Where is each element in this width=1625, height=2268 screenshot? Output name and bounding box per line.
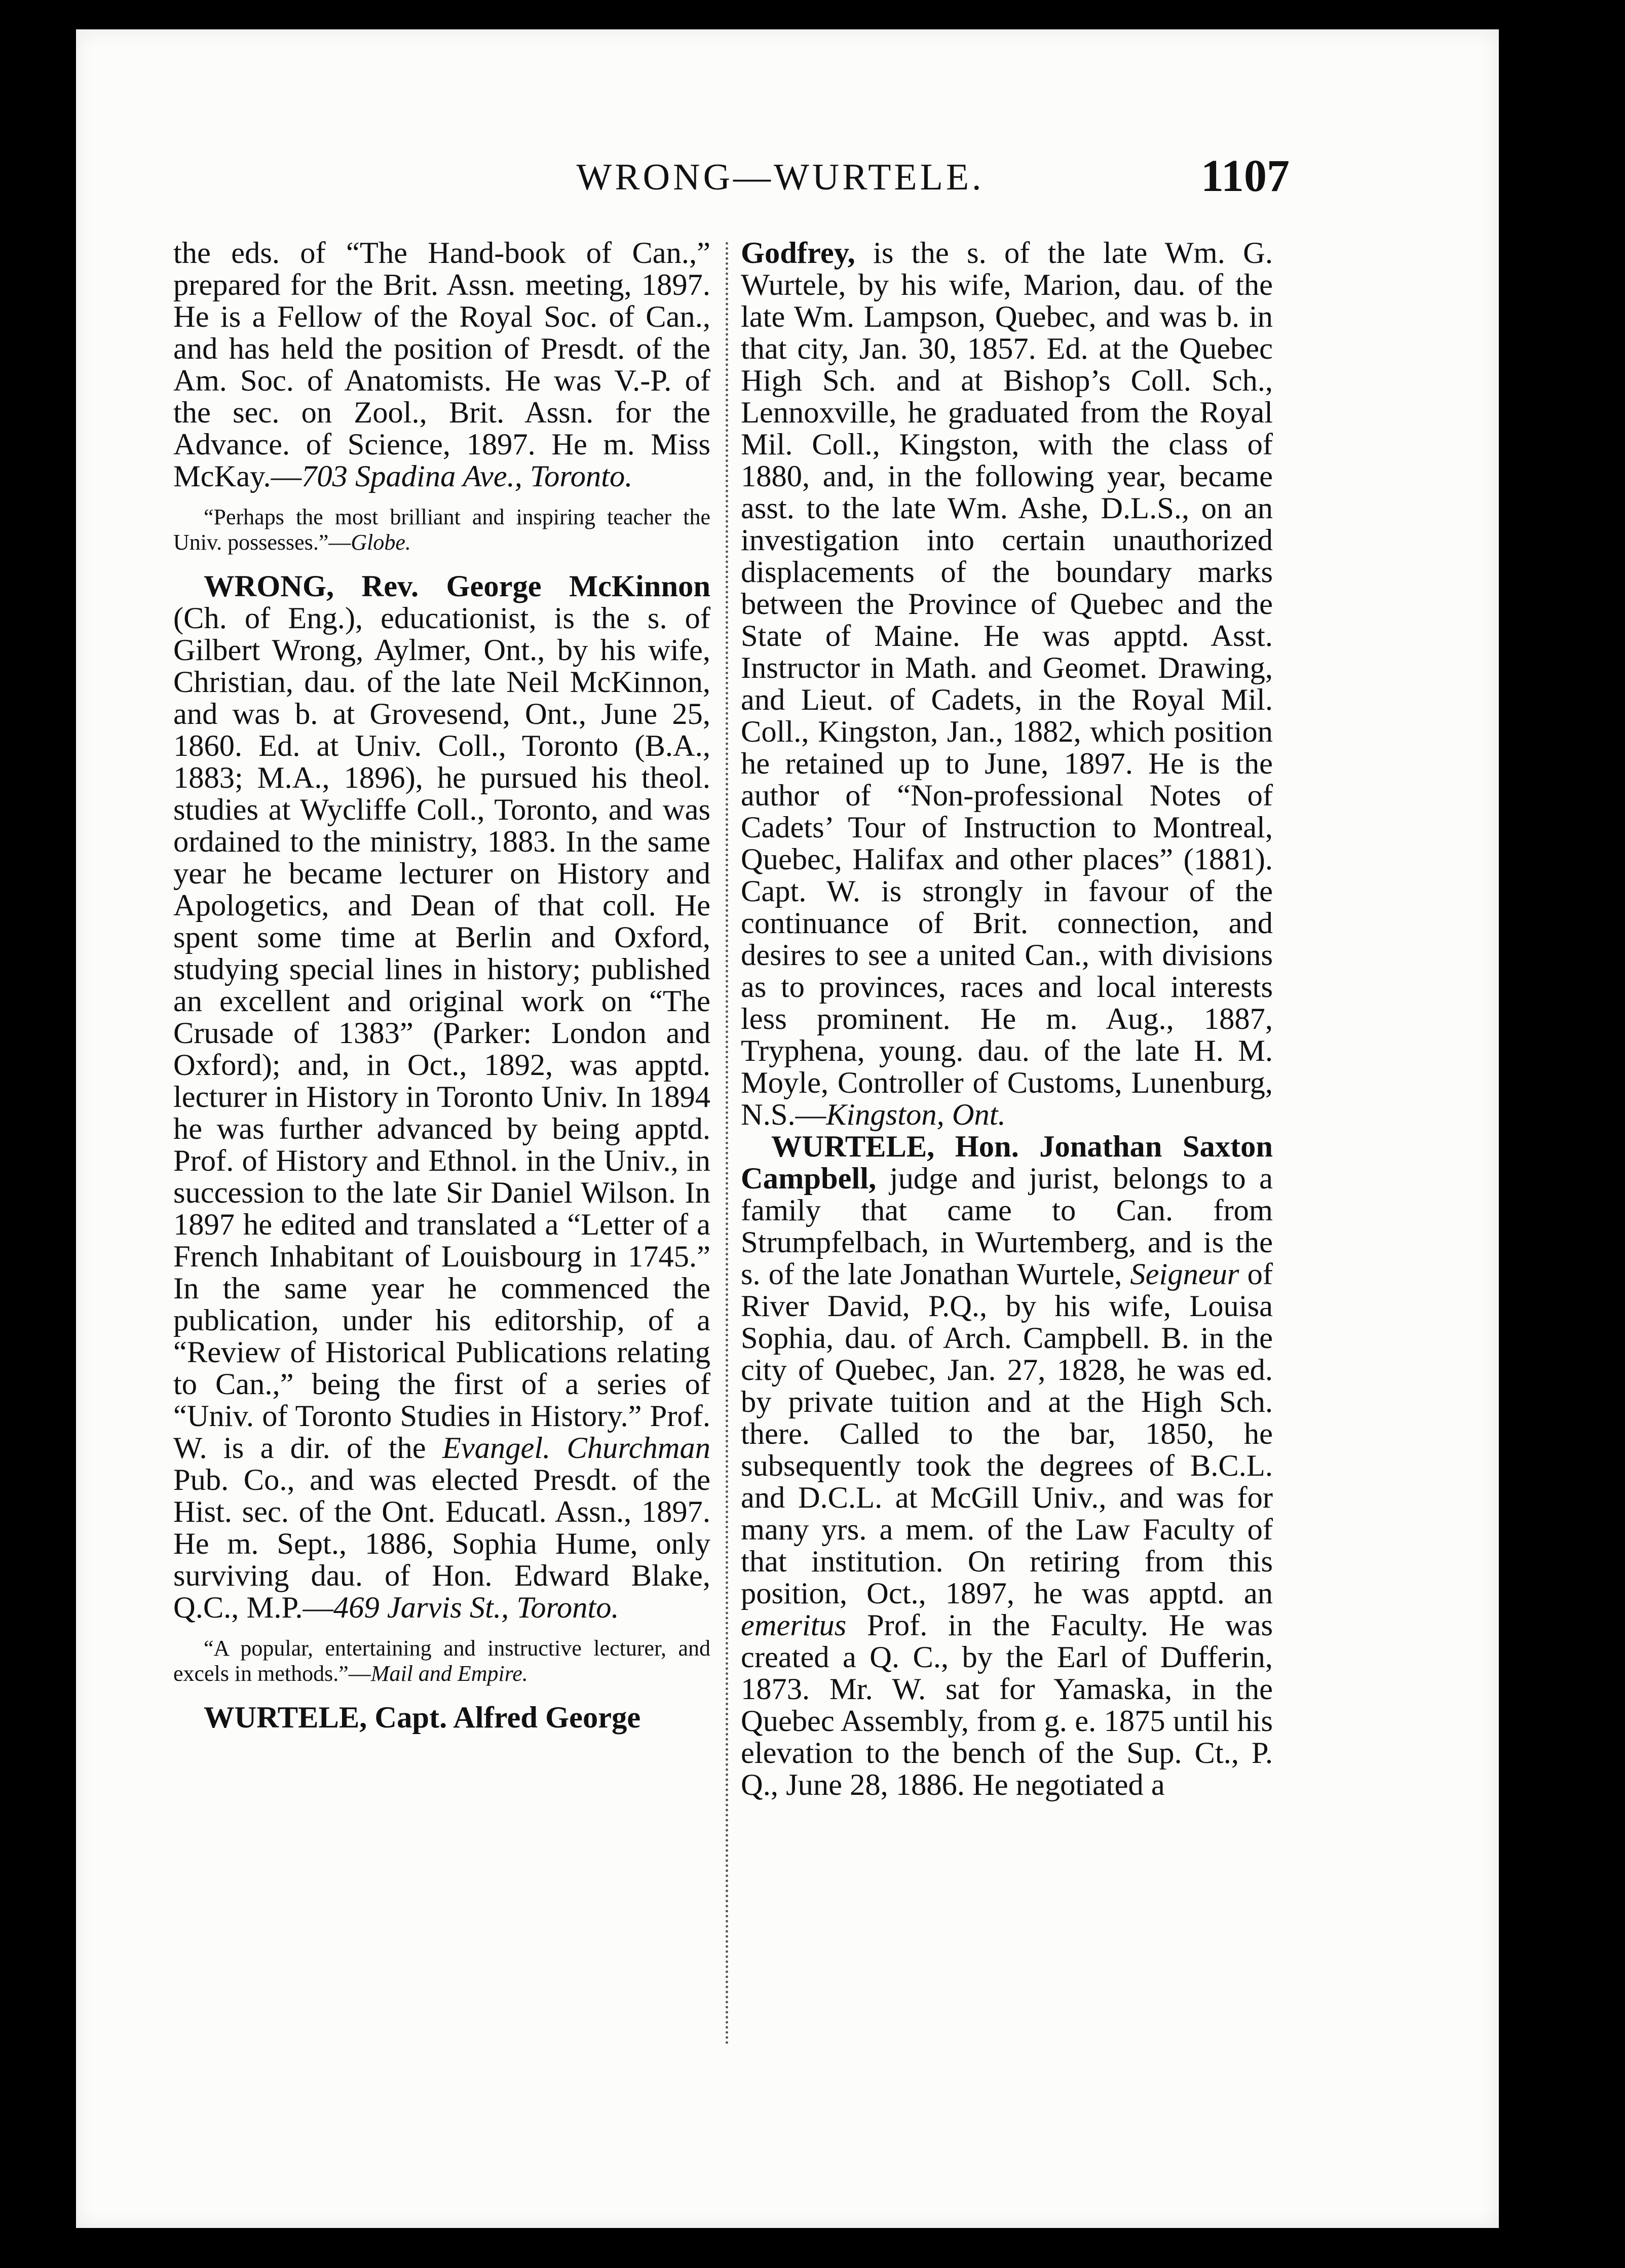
entry-wurtele-alfred xyxy=(741,237,1273,1131)
entry-jonathan-text-1: judge and jurist, belongs to a family that came to Can. from Strumpfelbach, in Wurtemberg, and is the s. of the late Jonathan Wurtele, xyxy=(741,1162,1273,1291)
entry-wrong-address: 469 Jarvis St., Toronto. xyxy=(333,1591,619,1625)
intro-text: the eds. of “The Hand-book of Can.,” prepared for the Brit. Assn. meeting, 1897. He is a Fellow of the Royal Soc. of Can., and has held the position of Presdt. of the Am. Soc. of Anatomists. He was V.-P. of the sec. on Zool., Brit. Assn. for the Advance. of Science, 1897. He m. Miss McKay.— xyxy=(173,236,710,493)
quote-globe-text: “Perhaps the most brilliant and inspiring teacher the Univ. possesses.”— xyxy=(173,505,710,555)
right-column xyxy=(741,237,1273,1801)
quote-globe-source: Globe. xyxy=(351,530,411,555)
entry-wrong xyxy=(173,570,710,1624)
quote-globe xyxy=(173,505,710,555)
entry-wrong-text-1: (Ch. of Eng.), educationist, is the s. of Gilbert Wrong, Aylmer, Ont., by his wife, Christian, dau. of the late Neil McKinnon, and was b. at Grovesend, Ont., June 25, 1860. Ed. at Univ. Coll., Toronto (B.A., 1883; M.A., 1896), he pursued his theol. studies at Wycliffe Coll., Toronto, and was ordained to the ministry, 1883. In the same year he became lecturer on History and Apologetics, and Dean of that coll. He spent some time at Berlin and Oxford, studying special lines in history; published an excellent and original work on “The Crusade of 1383” (Parker: London and Oxford); and, in Oct., 1892, was apptd. lecturer in History in Toronto Univ. In 1894 he was further advanced by being apptd. Prof. of History and Ethnol. in the Univ., in succession to the late Sir Daniel Wilson. In 1897 he edited and translated a “Letter of a French Inhabitant of Louisbourg in 1745.” In the same year he commenced the publication, under his editorship, of a “Review of Historical Publications relating to Can.,” being the first of a series of “Univ. of Toronto Studies in History.” Prof. W. is a dir. of the xyxy=(173,601,710,1465)
entry-jonathan-italic-1: Seigneur xyxy=(1130,1257,1239,1291)
running-header: WRONG—WURTELE. xyxy=(576,157,985,198)
entry-wrong-text-2: Pub. Co., and was elected Presdt. of the Hist. sec. of the Ont. Educatl. Assn., 1897. He m. Sept., 1886, Sophia Hume, only surviving dau. of Hon. Edward Blake, Q.C., M.P.— xyxy=(173,1463,710,1625)
entry-jonathan-text-2: of River David, P.Q., by his wife, Louisa Sophia, dau. of Arch. Campbell. B. in the city of Quebec, Jan. 27, 1828, he was ed. by private tuition and at the High Sch. there. Called to the bar, 1850, he subsequently took the degrees of B.C.L. and D.C.L. at McGill Univ., and was for many yrs. a mem. of the Law Faculty of that institution. On retiring from this position, Oct., 1897, he was apptd. an xyxy=(741,1257,1273,1610)
entry-jonathan-italic-2: emeritus xyxy=(741,1608,847,1642)
quote-mail-text: “A popular, entertaining and instructive lecturer, and excels in methods.”— xyxy=(173,1636,710,1686)
entry-wurtele-alfred-start xyxy=(173,1702,710,1734)
entry-wrong-name: WRONG, Rev. George McKinnon xyxy=(204,569,710,603)
quote-mail-source: Mail and Empire. xyxy=(370,1661,528,1686)
entry-wrong-italic: Evangel. Churchman xyxy=(442,1431,711,1465)
entry-alfred-text: is the s. of the late Wm. G. Wurtele, by his wife, Marion, dau. of the late Wm. Lampson, Quebec, and was b. in that city, Jan. 30, 1857. Ed. at the Quebec High Sch. and at Bishop’s Coll. Sch., Lennoxville, he graduated from the Royal Mil. Coll., Kingston, with the class of 1880, and, in the following year, became asst. to the late Wm. Ashe, D.L.S., on an investigation into certain unauthorized displacements of the boundary marks between the Province of Quebec and the State of Maine. He was apptd. Asst. Instructor in Math. and Geomet. Drawing, and Lieut. of Cadets, in the Royal Mil. Coll., Kingston, Jan., 1882, which position he retained up to June, 1897. He is the author of “Non-professional Notes of Cadets’ Tour of Instruction to Montreal, Quebec, Halifax and other places” (1881). Capt. W. is strongly in favour of the continuance of Brit. connection, and desires to see a united Can., with divisions as to provinces, races and local interests less prominent. He m. Aug., 1887, Tryphena, young. dau. of the late H. M. Moyle, Controller of Customs, Lunenburg, N.S.— xyxy=(741,236,1273,1132)
left-column xyxy=(173,237,710,1734)
entry-wurtele-jonathan xyxy=(741,1131,1273,1801)
entry-jonathan-text-3: Prof. in the Faculty. He was created a Q. C., by the Earl of Dufferin, 1873. Mr. W. sat for Yamaska, in the Quebec Assembly, from g. e. 1875 until his elevation to the bench of the Sup. Ct., P. Q., June 28, 1886. He negotiated a xyxy=(741,1608,1273,1802)
entry-alfred-address: Kingston, Ont. xyxy=(826,1098,1006,1132)
entry-wurtele-alfred-name: WURTELE, Capt. Alfred George xyxy=(204,1701,641,1735)
column-divider xyxy=(726,242,728,2046)
quote-mail-empire xyxy=(173,1636,710,1686)
page-number: 1107 xyxy=(1201,151,1290,201)
book-page xyxy=(76,29,1499,2228)
entry-alfred-name-cont: Godfrey, xyxy=(741,236,855,270)
entry-jonathan-name: WURTELE, Hon. Jonathan Saxton Campbell, xyxy=(741,1130,1273,1196)
intro-paragraph xyxy=(173,237,710,492)
intro-address: 703 Spadina Ave., Toronto. xyxy=(301,459,633,493)
